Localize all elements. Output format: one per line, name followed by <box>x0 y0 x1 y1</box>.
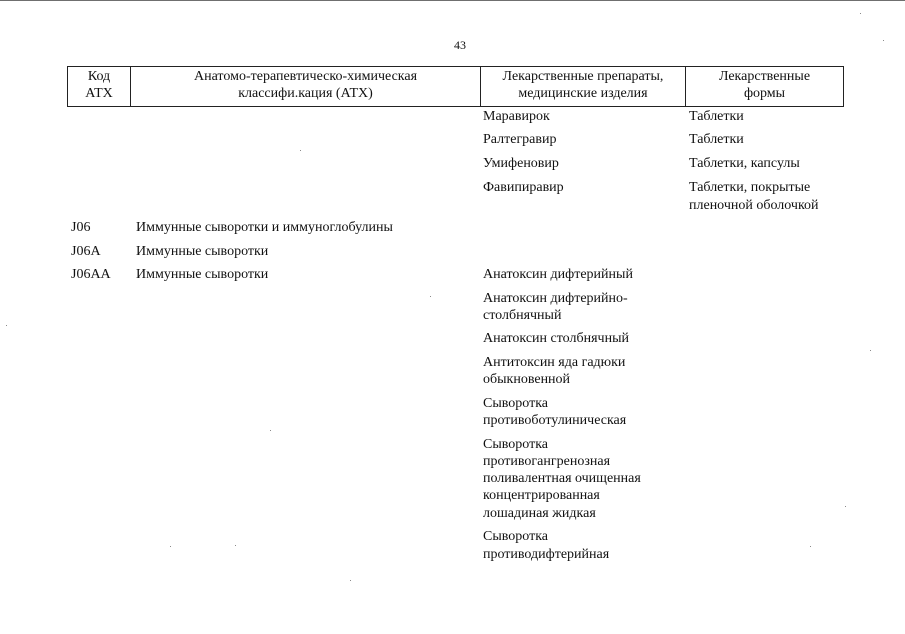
code-j06a: J06A <box>71 244 101 259</box>
form-umifenovir: Таблетки, капсулы <box>689 156 800 171</box>
drug-anatoxin-diphtheria: Анатоксин дифтерийный <box>483 267 633 282</box>
header-classification-cell <box>131 67 481 106</box>
drug-umifenovir: Умифеновир <box>483 156 559 171</box>
scan-speck <box>870 350 871 351</box>
header-drugs-line-2: медицинские изделия <box>518 86 648 101</box>
scan-speck <box>350 580 351 581</box>
table-header <box>67 66 844 107</box>
header-drugs-line-1: Лекарственные препараты, <box>502 69 664 84</box>
drug-serum-antibotulinum-line-1: Сыворотка <box>483 396 548 411</box>
drug-serum-antigangrene-line-4: концентрированная <box>483 488 600 503</box>
header-forms-line-1: Лекарственные <box>718 69 811 84</box>
header-classification-line-1: Анатомо-терапевтическо-химическая <box>193 69 418 84</box>
form-raltegravir: Таблетки <box>689 132 744 147</box>
drug-serum-antigangrene-line-5: лошадиная жидкая <box>483 506 596 521</box>
drug-raltegravir: Ралтегравир <box>483 132 557 147</box>
drug-serum-antigangrene-line-2: противогангренозная <box>483 454 611 469</box>
top-edge-rule <box>0 0 905 1</box>
header-code-line-2: АТХ <box>85 86 113 101</box>
form-favipiravir-line-2: пленочной оболочкой <box>689 198 819 213</box>
header-drugs-cell <box>481 67 686 106</box>
scan-speck <box>810 546 811 547</box>
drug-serum-antigangrene-line-3: поливалентная очищенная <box>483 471 641 486</box>
scan-speck <box>235 545 236 546</box>
classification-j06aa: Иммунные сыворотки <box>136 267 269 282</box>
scan-speck <box>300 150 301 151</box>
drug-anatoxin-diphtheria-tetanus-line-2: столбнячный <box>483 308 562 323</box>
drug-serum-antidiphtheria-line-2: противодифтерийная <box>483 547 610 562</box>
form-maraviroc: Таблетки <box>689 109 744 124</box>
drug-maraviroc: Маравирок <box>483 109 550 124</box>
header-classification-line-2: классифи.кация (АТХ) <box>238 86 373 101</box>
header-code-line-1: Код <box>87 69 111 84</box>
scan-speck <box>430 296 431 297</box>
page-number: 43 <box>454 38 466 52</box>
drug-favipiravir: Фавипиравир <box>483 180 564 195</box>
scan-speck <box>883 40 884 41</box>
code-j06: J06 <box>71 220 91 235</box>
scan-speck <box>860 13 861 14</box>
scan-speck <box>845 506 846 507</box>
form-favipiravir-line-1: Таблетки, покрытые <box>689 180 811 195</box>
scan-speck <box>170 546 171 547</box>
header-forms-cell <box>686 67 843 106</box>
drug-anatoxin-diphtheria-tetanus-line-1: Анатоксин дифтерийно- <box>483 291 628 306</box>
scan-speck <box>6 325 7 326</box>
code-j06aa: J06AA <box>71 267 111 282</box>
drug-serum-antibotulinum-line-2: противоботулиническая <box>483 413 627 428</box>
drug-serum-antidiphtheria-line-1: Сыворотка <box>483 529 548 544</box>
drug-antitoxin-viper-line-2: обыкновенной <box>483 372 571 387</box>
classification-j06: Иммунные сыворотки и иммуноглобулины <box>136 220 393 235</box>
scan-speck <box>270 430 271 431</box>
header-code-cell <box>68 67 131 106</box>
drug-antitoxin-viper-line-1: Антитоксин яда гадюки <box>483 355 626 370</box>
drug-anatoxin-tetanus: Анатоксин столбнячный <box>483 331 629 346</box>
drug-serum-antigangrene-line-1: Сыворотка <box>483 437 548 452</box>
header-forms-line-2: формы <box>743 86 786 101</box>
classification-j06a: Иммунные сыворотки <box>136 244 269 259</box>
